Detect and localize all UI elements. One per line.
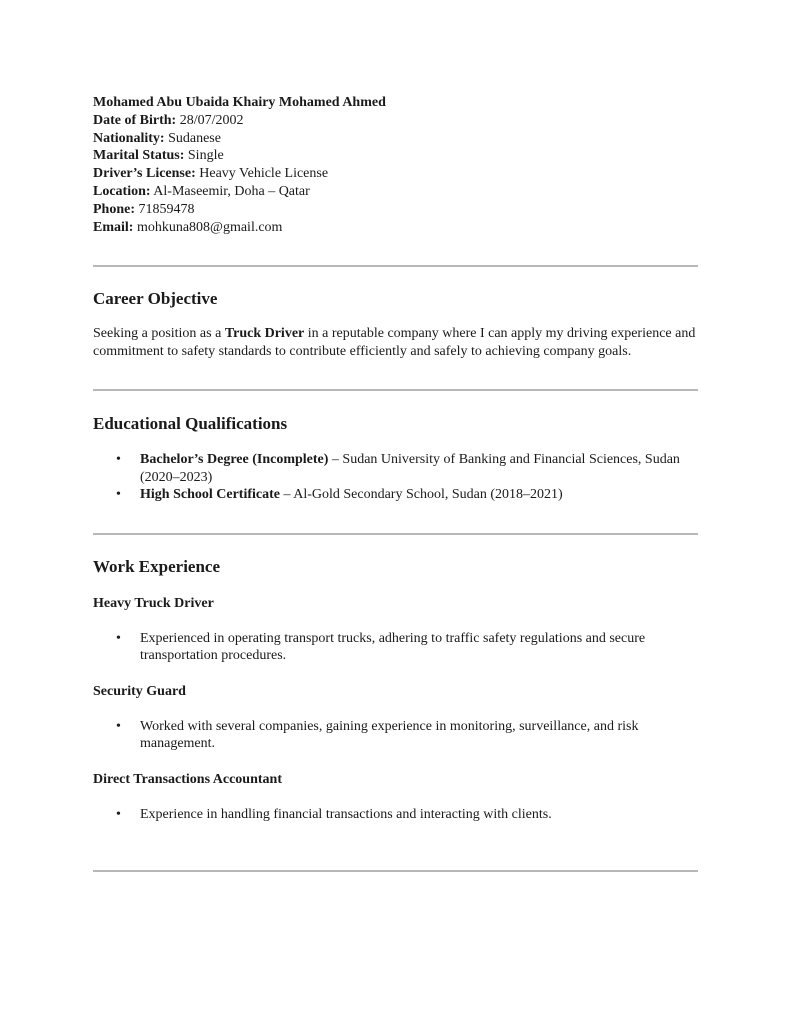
job-duties xyxy=(93,718,698,753)
section-divider xyxy=(93,870,698,872)
education-section xyxy=(93,414,698,504)
applicant-name: Mohamed Abu Ubaida Khairy Mohamed Ahmed xyxy=(93,95,386,110)
career-text-before: Seeking a position as a xyxy=(93,326,225,342)
job-title: Heavy Truck Driver xyxy=(93,595,214,611)
resume-page xyxy=(93,94,698,872)
nationality-value: Sudanese xyxy=(164,130,221,146)
dob-label: Date of Birth: xyxy=(93,112,177,128)
marital-status-line xyxy=(93,147,698,165)
education-detail: – Al-Gold Secondary School, Sudan (2018–2021) xyxy=(279,487,563,503)
list-item xyxy=(140,486,698,504)
email-value: mohkuna808@gmail.com xyxy=(133,219,283,235)
list-item: • Experience in handling financial transactions and interacting with clients. xyxy=(140,806,698,824)
career-text-after: in a reputable company where I can apply my driving experience and commitment to safety standards to contribute efficiently and safely to achieving company goals. xyxy=(93,326,696,360)
location-line xyxy=(93,183,698,201)
personal-info xyxy=(93,94,698,236)
email-line xyxy=(93,219,698,237)
dob-line xyxy=(93,112,698,130)
list-item xyxy=(140,451,698,486)
job-title: Security Guard xyxy=(93,683,186,699)
nationality-line xyxy=(93,130,698,148)
list-item: • Worked with several companies, gaining experience in monitoring, surveillance, and risk management. xyxy=(140,718,698,753)
phone-line xyxy=(93,201,698,219)
marital-status-label: Marital Status: xyxy=(93,148,185,164)
list-item: • Experienced in operating transport trucks, adhering to traffic safety regulations and secure transportation procedures. xyxy=(140,630,698,665)
section-divider xyxy=(93,533,698,535)
phone-value: 71859478 xyxy=(135,201,195,217)
phone-label: Phone: xyxy=(93,201,135,217)
email-label: Email: xyxy=(93,219,134,235)
drivers-license-value: Heavy Vehicle License xyxy=(195,166,329,182)
education-degree: High School Certificate xyxy=(140,487,280,503)
job-title: Direct Transactions Accountant xyxy=(93,771,282,787)
education-heading: Educational Qualifications xyxy=(93,414,288,434)
career-text-bold: Truck Driver xyxy=(224,326,305,342)
drivers-license-label: Driver’s License: xyxy=(93,166,196,182)
drivers-license-line xyxy=(93,165,698,183)
section-divider xyxy=(93,265,698,267)
nationality-label: Nationality: xyxy=(93,130,165,146)
work-experience-section xyxy=(93,557,698,824)
location-value: Al-Maseemir, Doha – Qatar xyxy=(150,183,310,199)
work-experience-heading: Work Experience xyxy=(93,556,221,576)
section-divider xyxy=(93,389,698,391)
job-duties xyxy=(93,806,698,824)
education-degree: Bachelor’s Degree (Incomplete) xyxy=(140,452,329,468)
career-objective-heading: Career Objective xyxy=(93,289,218,309)
job-duties xyxy=(93,630,698,665)
dob-value: 28/07/2002 xyxy=(176,112,244,128)
marital-status-value: Single xyxy=(184,148,224,164)
education-detail: – Sudan University of Banking and Financial Sciences, Sudan (2020–2023) xyxy=(140,452,680,485)
location-label: Location: xyxy=(93,183,151,199)
career-objective-section xyxy=(93,289,698,361)
career-objective-text xyxy=(93,325,698,361)
education-list xyxy=(93,451,698,504)
